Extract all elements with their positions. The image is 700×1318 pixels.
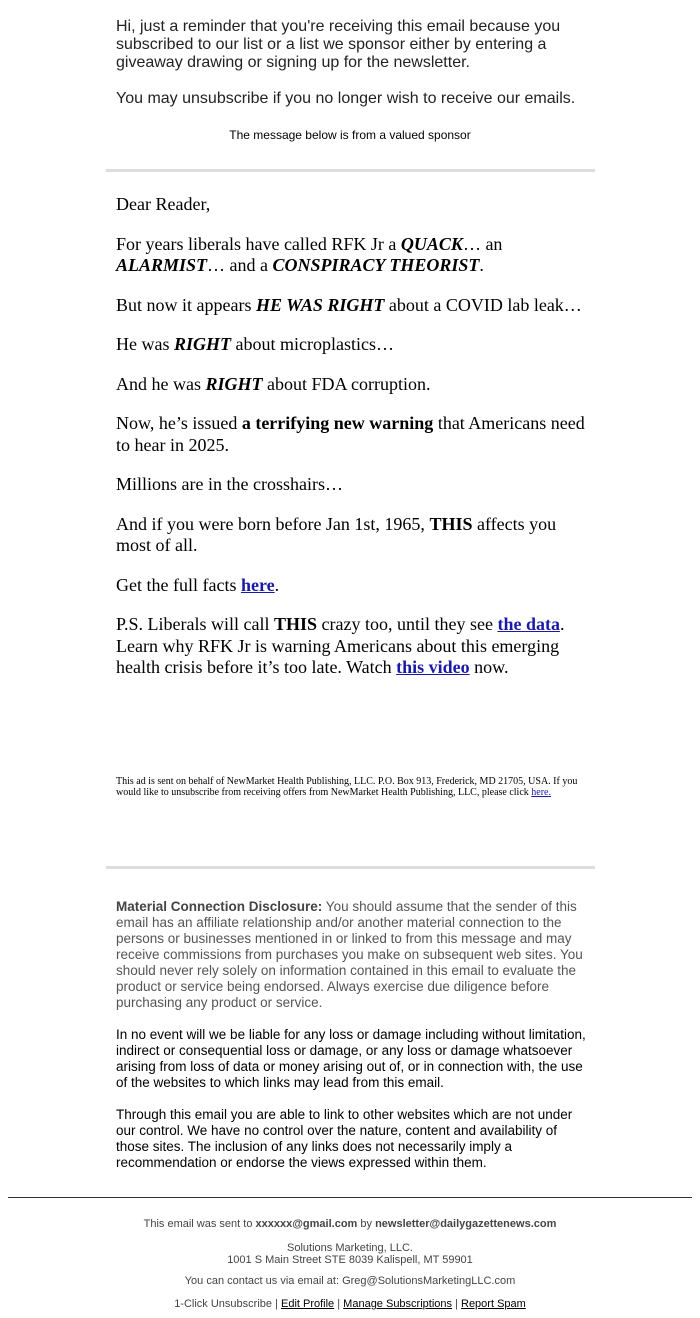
letter-paragraph: Now, he’s issued a terrifying new warning that Americans need to hear in 2025. <box>116 413 585 455</box>
disclosure-heading: Material Connection Disclosure: <box>116 899 323 914</box>
letter-paragraph: And he was RIGHT about FDA corruption. <box>116 373 431 394</box>
sponsor-letter <box>116 194 588 697</box>
company-info <box>0 1242 700 1266</box>
sponsor-note: The message below is from a valued sponsor <box>229 128 471 142</box>
company-name: Solutions Marketing, LLC. <box>287 1242 413 1254</box>
this-video-link[interactable]: this video <box>396 657 470 677</box>
contact-line: You can contact us via email at: Greg@SolutionsMarketingLLC.com <box>184 1275 516 1287</box>
manage-subscriptions-link[interactable]: Manage Subscriptions <box>343 1298 453 1310</box>
letter-paragraph: But now it appears HE WAS RIGHT about a COVID lab leak… <box>116 294 582 315</box>
letter-paragraph: He was RIGHT about microplastics… <box>116 334 394 354</box>
advertiser-footnote: This ad is sent on behalf of NewMarket Health Publishing, LLC. P.O. Box 913, Frederick, MD 21705, USA. If you would like to unsubscribe from receiving offers from NewMarket Health Publishing, LLC, please click here. <box>116 776 578 798</box>
the-data-link[interactable]: the data <box>497 614 560 634</box>
company-address: 1001 S Main Street STE 8039 Kalispell, MT 59901 <box>227 1254 473 1266</box>
advertiser-unsubscribe-link[interactable]: here. <box>531 787 551 798</box>
letter-paragraph: And if you were born before Jan 1st, 1965, THIS affects you most of all. <box>116 513 557 555</box>
intro-block <box>116 18 586 126</box>
letter-paragraph: Get the full facts here. <box>116 574 280 595</box>
one-click-unsubscribe[interactable]: 1-Click Unsubscribe <box>174 1298 272 1310</box>
footer-divider <box>8 1197 692 1198</box>
material-connection-disclosure: Material Connection Disclosure: You should assume that the sender of this email has an affiliate relationship and/or another material connection to the persons or businesses mentioned in or linked to from this message and may receive commissions from purchases you make on subsequent web sites. You should never rely solely on information contained in this email to evaluate the product or service being endorsed. Always exercise due diligence before purchasing any product or service. <box>116 899 583 1010</box>
external-links-disclaimer: Through this email you are able to link to other websites which are not under our control. We have no control over the nature, content and availability of those sites. The inclusion of any links does not necessarily imply a recommendation or endorse the views expressed within them. <box>116 1107 573 1170</box>
liability-disclaimer: In no event will we be liable for any loss or damage including without limitation, indirect or consequential loss or damage, or any loss or damage whatsoever arising from loss of data or money arising out of, or in connection with, the use of the websites to which links may lead from this email. <box>116 1027 586 1090</box>
postscript: P.S. Liberals will call THIS crazy too, until they see the data. Learn why RFK Jr is warning Americans about this emerging health crisis before it’s too late. Watch this video now. <box>116 614 565 677</box>
section-divider <box>106 866 595 869</box>
greeting: Dear Reader, <box>116 194 211 214</box>
disclosure-block <box>116 899 591 1187</box>
letter-paragraph: Millions are in the crosshairs… <box>116 474 343 494</box>
report-spam-link[interactable]: Report Spam <box>461 1298 526 1310</box>
section-divider <box>106 169 595 172</box>
edit-profile-link[interactable]: Edit Profile <box>280 1298 335 1310</box>
subscription-reminder: Hi, just a reminder that you're receiving this email because you subscribed to our list or a list we sponsor either by entering a giveaway drawing or signing up for the newsletter. <box>116 18 561 71</box>
sent-to-line: This email was sent to xxxxxx@gmail.com by newsletter@dailygazettenews.com <box>143 1218 557 1230</box>
sender-email: newsletter@dailygazettenews.com <box>375 1218 557 1230</box>
footer-links: 1-Click Unsubscribe | Edit Profile | Manage Subscriptions | Report Spam <box>174 1298 526 1310</box>
letter-paragraph: For years liberals have called RFK Jr a QUACK… an ALARMIST… and a CONSPIRACY THEORIST. <box>116 233 503 275</box>
unsubscribe-note: You may unsubscribe if you no longer wish to receive our emails. <box>116 90 576 107</box>
full-facts-link[interactable]: here <box>240 574 275 595</box>
recipient-email: xxxxxx@gmail.com <box>255 1218 358 1230</box>
